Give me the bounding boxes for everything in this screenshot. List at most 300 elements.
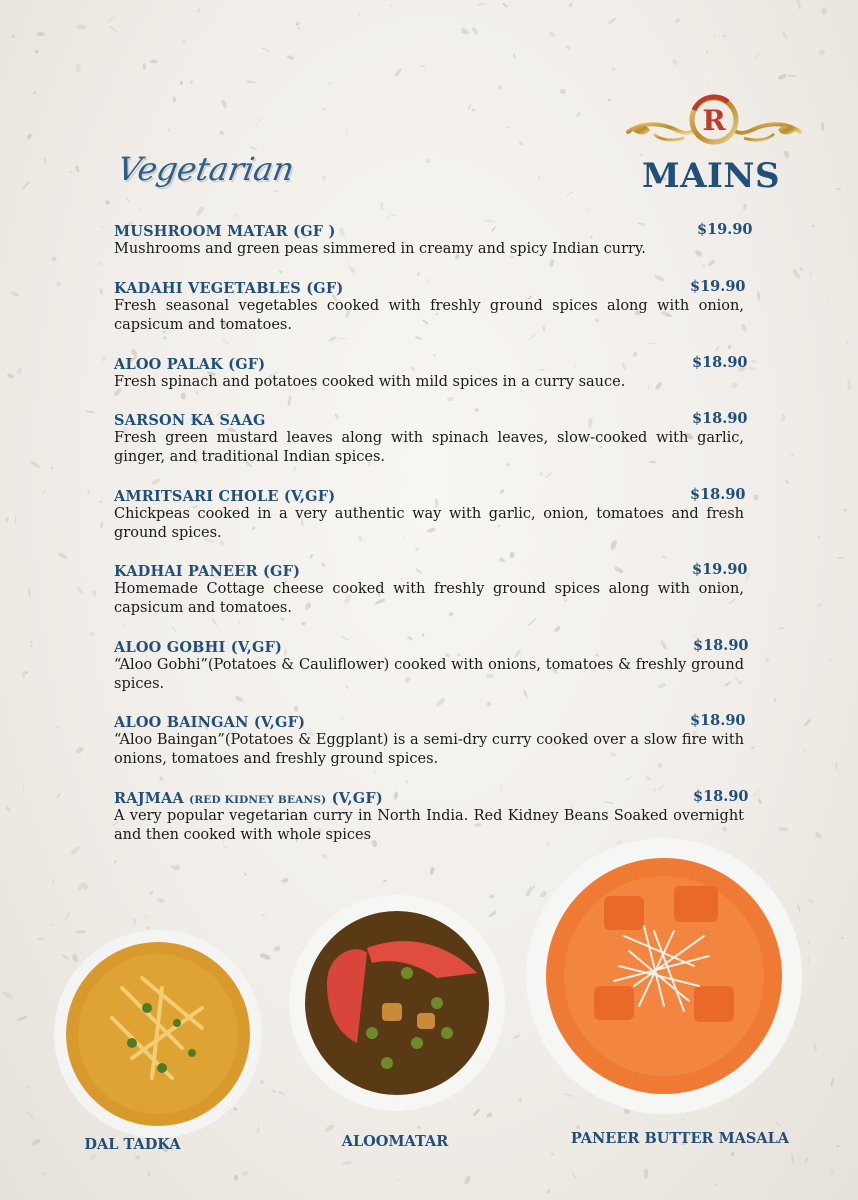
texture-speck [714, 34, 716, 37]
paneer-butter-masala-photo [524, 836, 804, 1116]
texture-speck [293, 466, 296, 472]
texture-speck [24, 670, 28, 674]
texture-speck [519, 1098, 523, 1103]
texture-speck [394, 67, 402, 77]
texture-speck [261, 914, 266, 917]
texture-speck [50, 255, 57, 262]
texture-speck [76, 585, 85, 595]
texture-speck [142, 63, 145, 70]
texture-speck [571, 1172, 577, 1179]
texture-speck [780, 414, 784, 422]
texture-speck [51, 467, 54, 470]
texture-speck [797, 0, 802, 9]
texture-speck [817, 535, 820, 538]
texture-speck [259, 1080, 264, 1085]
texture-speck [155, 61, 158, 63]
texture-speck [773, 698, 776, 702]
texture-speck [835, 1144, 839, 1147]
texture-speck [171, 625, 177, 633]
photo-caption-paneer-butter-masala: PANEER BUTTER MASALA [570, 1130, 790, 1147]
texture-speck [145, 916, 148, 919]
texture-speck [803, 748, 807, 752]
texture-speck [742, 204, 747, 210]
texture-speck [131, 917, 136, 924]
item-description: Chickpeas cooked in a very authentic way with garlic, onion, tomatoes and fresh ground spices. [114, 506, 744, 541]
texture-speck [195, 205, 204, 217]
item-description: Fresh green mustard leaves along with spinach leaves, slow-cooked with garlic, ginger, and traditional Indian spices. [114, 430, 744, 465]
menu-item-mushroom-matar [114, 221, 753, 259]
texture-speck [608, 17, 616, 24]
texture-speck [435, 697, 446, 708]
texture-speck [406, 779, 408, 783]
texture-speck [338, 338, 347, 339]
texture-speck [12, 35, 15, 39]
texture-speck [221, 339, 230, 345]
item-name-main: RAJMAA [114, 790, 184, 807]
texture-speck [86, 490, 90, 494]
texture-speck [705, 77, 709, 88]
texture-speck [790, 1153, 794, 1164]
texture-speck [815, 603, 822, 609]
texture-speck [417, 272, 421, 277]
texture-speck [814, 831, 823, 839]
texture-speck [471, 1108, 480, 1118]
texture-speck [791, 269, 801, 280]
texture-speck [163, 336, 168, 341]
texture-speck [702, 264, 707, 268]
logo-letter: R [702, 104, 726, 137]
texture-speck [55, 281, 61, 288]
texture-speck [791, 454, 794, 458]
texture-speck [271, 1089, 276, 1094]
texture-speck [342, 1160, 352, 1165]
texture-speck [566, 191, 574, 197]
texture-speck [779, 627, 784, 630]
texture-speck [706, 259, 715, 267]
texture-speck [843, 508, 848, 512]
texture-speck [91, 589, 97, 596]
photo-caption-dal-tadka: DAL TADKA [84, 1136, 181, 1153]
texture-speck [506, 127, 510, 129]
texture-speck [544, 471, 552, 478]
texture-speck [533, 885, 536, 889]
texture-speck [778, 826, 789, 831]
section-title: Vegetarian [114, 150, 298, 188]
restaurant-logo-icon [624, 90, 804, 154]
item-price: $19.90 [697, 221, 753, 238]
texture-speck [429, 867, 434, 876]
dal-tadka-photo [52, 928, 264, 1140]
texture-speck [421, 66, 426, 68]
texture-speck [302, 621, 306, 625]
texture-speck [757, 798, 762, 805]
item-price: $18.90 [693, 637, 749, 654]
texture-speck [346, 127, 348, 135]
texture-speck [674, 17, 681, 24]
item-name: KADHAI PANEER (GF) [114, 563, 301, 580]
texture-speck [472, 26, 480, 35]
texture-speck [75, 144, 78, 147]
texture-speck [89, 631, 95, 637]
texture-speck [61, 954, 69, 960]
texture-speck [373, 771, 375, 774]
texture-speck [568, 3, 573, 8]
texture-speck [246, 80, 256, 84]
texture-speck [114, 861, 117, 864]
texture-speck [150, 890, 155, 895]
texture-speck [486, 1112, 494, 1119]
item-name: SARSON KA SAAG [114, 412, 266, 429]
texture-speck [777, 74, 787, 81]
texture-speck [513, 53, 517, 58]
texture-speck [785, 480, 790, 485]
texture-speck [76, 930, 86, 934]
texture-speck [502, 3, 508, 8]
texture-speck [168, 128, 172, 133]
texture-speck [30, 460, 41, 468]
texture-speck [476, 2, 486, 6]
texture-speck [273, 189, 278, 192]
texture-speck [101, 225, 104, 228]
texture-speck [241, 1170, 248, 1175]
texture-speck [821, 8, 827, 16]
texture-speck [752, 789, 760, 799]
texture-speck [6, 517, 9, 522]
texture-speck [608, 99, 611, 102]
texture-speck [799, 267, 804, 272]
texture-speck [79, 1127, 81, 1129]
texture-speck [646, 343, 656, 345]
texture-speck [612, 68, 616, 71]
texture-speck [828, 658, 832, 664]
item-name: ALOO GOBHI (V,GF) [114, 639, 283, 656]
menu-item-sarson-ka-saag [114, 410, 748, 467]
item-name-note: (RED KIDNEY BEANS) [189, 794, 327, 806]
texture-speck [273, 945, 281, 953]
texture-speck [123, 622, 125, 625]
item-description: A very popular vegetarian curry in North India. Red Kidney Beans Soaked overnight and then cooked with whole spices [114, 808, 744, 843]
item-description: “Aloo Gobhi”(Potatoes & Cauliflower) cooked with onions, tomatoes & freshly ground spices. [114, 657, 744, 692]
texture-speck [172, 97, 175, 102]
texture-speck [706, 50, 709, 53]
texture-speck [425, 158, 431, 164]
texture-speck [55, 793, 61, 799]
texture-speck [181, 392, 187, 400]
texture-speck [76, 24, 86, 29]
texture-speck [549, 31, 556, 37]
texture-speck [834, 616, 836, 619]
texture-speck [260, 47, 270, 52]
texture-speck [250, 1188, 252, 1190]
texture-speck [464, 1175, 472, 1185]
texture-speck [414, 547, 419, 552]
texture-speck [234, 1175, 238, 1182]
menu-item-kadahi-vegetables [114, 278, 744, 335]
texture-speck [106, 15, 116, 23]
item-description: “Aloo Baingan”(Potatoes & Eggplant) is a semi-dry curry cooked over a slow fire with onions, tomatoes and freshly ground spices. [114, 732, 744, 767]
texture-speck [645, 775, 653, 780]
texture-speck [804, 1157, 808, 1164]
texture-speck [554, 626, 562, 633]
page-title: MAINS [642, 156, 781, 196]
texture-speck [830, 1170, 835, 1175]
texture-speck [295, 21, 300, 26]
texture-speck [260, 953, 271, 961]
texture-speck [135, 1155, 141, 1160]
texture-speck [14, 516, 16, 525]
texture-speck [846, 379, 851, 390]
texture-speck [196, 7, 201, 13]
texture-speck [751, 359, 757, 364]
item-name-tags: (V,GF) [331, 790, 383, 807]
item-name: ALOO BAINGAN (V,GF) [114, 714, 306, 731]
texture-speck [509, 551, 515, 559]
texture-speck [231, 1143, 233, 1146]
item-name [114, 790, 383, 807]
texture-speck [151, 478, 161, 485]
texture-speck [70, 845, 81, 855]
texture-speck [324, 1123, 335, 1133]
texture-speck [511, 1033, 520, 1039]
texture-speck [37, 937, 45, 941]
texture-speck [486, 702, 491, 707]
texture-speck [37, 32, 45, 36]
item-description: Fresh spinach and potatoes cooked with mild spices in a curry sauce. [114, 374, 626, 390]
texture-speck [26, 133, 33, 140]
texture-speck [280, 618, 284, 621]
texture-speck [323, 108, 326, 111]
texture-speck [714, 345, 720, 352]
texture-speck [86, 411, 95, 414]
texture-speck [564, 1092, 573, 1097]
texture-speck [809, 271, 812, 278]
texture-speck [386, 217, 389, 219]
texture-speck [108, 25, 118, 34]
texture-speck [255, 118, 262, 126]
texture-speck [7, 373, 15, 380]
texture-speck [69, 171, 73, 174]
texture-speck [158, 776, 165, 782]
texture-speck [528, 618, 537, 626]
item-price: $18.90 [693, 788, 749, 805]
texture-speck [845, 341, 848, 345]
texture-speck [58, 552, 69, 560]
texture-speck [547, 1189, 551, 1194]
texture-speck [803, 718, 811, 727]
texture-speck [584, 210, 589, 212]
texture-speck [835, 762, 838, 771]
texture-speck [99, 500, 103, 503]
texture-speck [560, 88, 566, 93]
texture-speck [672, 59, 679, 66]
texture-speck [49, 923, 53, 925]
texture-speck [797, 904, 802, 914]
texture-speck [812, 225, 815, 229]
texture-speck [138, 208, 142, 211]
item-price: $18.90 [690, 486, 746, 503]
texture-speck [390, 214, 398, 217]
texture-speck [661, 556, 666, 560]
texture-speck [287, 54, 295, 60]
texture-speck [776, 1123, 782, 1128]
texture-speck [105, 200, 109, 205]
texture-speck [53, 880, 55, 885]
texture-speck [715, 1183, 719, 1185]
texture-speck [221, 100, 228, 109]
texture-speck [41, 488, 45, 494]
item-price: $18.90 [692, 410, 748, 427]
texture-speck [414, 335, 421, 340]
item-description: Fresh seasonal vegetables cooked with freshly ground spices along with onion, capsicum and tomatoes. [114, 298, 744, 333]
texture-speck [814, 571, 817, 573]
texture-speck [97, 262, 100, 266]
texture-speck [539, 891, 547, 899]
texture-speck [22, 180, 30, 189]
texture-speck [309, 553, 313, 558]
texture-speck [840, 936, 843, 939]
texture-speck [821, 122, 825, 131]
menu-item-amritsari-chole [114, 486, 744, 543]
texture-speck [682, 1118, 685, 1121]
texture-speck [35, 49, 39, 53]
item-price: $18.90 [692, 354, 748, 371]
texture-speck [100, 521, 103, 529]
texture-speck [417, 1126, 421, 1129]
item-name: AMRITSARI CHOLE (V,GF) [114, 488, 336, 505]
texture-speck [422, 633, 424, 636]
item-name: ALOO PALAK (GF) [114, 356, 266, 373]
texture-speck [565, 44, 570, 49]
texture-speck [223, 845, 230, 848]
texture-speck [755, 53, 760, 61]
aloomatar-photo [287, 893, 507, 1113]
texture-speck [297, 27, 300, 30]
texture-speck [751, 747, 755, 750]
item-name: KADAHI VEGETABLES (GF) [114, 280, 344, 297]
texture-speck [729, 1152, 734, 1157]
texture-speck [42, 1173, 47, 1175]
texture-speck [645, 1169, 649, 1179]
texture-speck [65, 912, 71, 921]
texture-speck [807, 899, 814, 903]
texture-speck [232, 213, 239, 218]
texture-speck [830, 1078, 834, 1087]
texture-speck [75, 746, 84, 754]
texture-speck [244, 873, 248, 877]
texture-speck [349, 266, 355, 273]
texture-speck [43, 157, 46, 164]
texture-speck [396, 1178, 399, 1181]
texture-speck [754, 494, 759, 500]
menu-item-aloo-baingan [114, 712, 744, 769]
texture-speck [181, 40, 185, 44]
texture-speck [471, 108, 476, 112]
texture-speck [30, 1138, 41, 1147]
texture-speck [728, 344, 732, 349]
menu-item-aloo-palak [114, 354, 748, 392]
texture-speck [575, 112, 582, 119]
item-description: Mushrooms and green peas simmered in creamy and spicy Indian curry. [114, 241, 646, 257]
texture-speck [211, 617, 218, 626]
texture-speck [76, 64, 81, 73]
texture-speck [147, 1170, 150, 1178]
texture-speck [255, 1126, 260, 1134]
texture-speck [827, 301, 830, 304]
texture-speck [126, 198, 130, 202]
texture-speck [75, 166, 80, 174]
texture-speck [837, 557, 845, 560]
photo-caption-aloomatar: ALOOMATAR [341, 1133, 449, 1150]
item-name: MUSHROOM MATAR (GF ) [114, 223, 336, 240]
texture-speck [488, 910, 497, 917]
texture-speck [461, 28, 471, 36]
texture-speck [1, 990, 12, 999]
texture-speck [765, 658, 770, 662]
texture-speck [781, 31, 789, 41]
texture-speck [219, 130, 224, 135]
texture-speck [381, 202, 383, 210]
texture-speck [519, 141, 524, 146]
texture-speck [11, 291, 20, 298]
texture-speck [498, 85, 503, 90]
texture-speck [538, 471, 544, 476]
texture-speck [179, 81, 183, 86]
texture-speck [30, 644, 33, 648]
texture-speck [189, 80, 193, 84]
texture-speck [157, 898, 165, 903]
texture-speck [13, 888, 14, 892]
texture-speck [322, 175, 327, 182]
texture-speck [723, 35, 727, 39]
texture-speck [27, 588, 31, 597]
texture-speck [757, 291, 761, 301]
texture-speck [328, 81, 332, 84]
texture-speck [625, 776, 631, 781]
item-description: Homemade Cottage cheese cooked with freshly ground spices along with onion, capsicum and tomatoes. [114, 581, 744, 616]
item-price: $18.90 [690, 712, 746, 729]
texture-speck [382, 879, 387, 883]
texture-speck [90, 1153, 97, 1160]
texture-speck [389, 4, 392, 7]
texture-speck [836, 188, 841, 191]
texture-speck [17, 1016, 28, 1022]
texture-speck [550, 1153, 554, 1157]
texture-speck [16, 367, 23, 375]
menu-item-aloo-gobhi [114, 637, 749, 694]
texture-speck [788, 75, 797, 78]
item-price: $19.90 [690, 278, 746, 295]
texture-speck [66, 492, 68, 493]
texture-speck [102, 356, 106, 362]
texture-speck [27, 264, 36, 268]
texture-speck [357, 12, 360, 17]
texture-speck [56, 725, 60, 728]
texture-speck [806, 939, 810, 945]
item-price: $19.90 [692, 561, 748, 578]
texture-speck [748, 366, 756, 371]
texture-speck [33, 91, 37, 95]
texture-speck [6, 806, 10, 811]
texture-speck [549, 259, 554, 267]
texture-speck [489, 894, 495, 899]
texture-speck [237, 620, 240, 626]
texture-speck [322, 854, 327, 859]
texture-speck [72, 953, 80, 963]
texture-speck [99, 289, 103, 296]
texture-speck [447, 396, 454, 400]
texture-speck [277, 1090, 286, 1095]
texture-speck [818, 50, 825, 56]
